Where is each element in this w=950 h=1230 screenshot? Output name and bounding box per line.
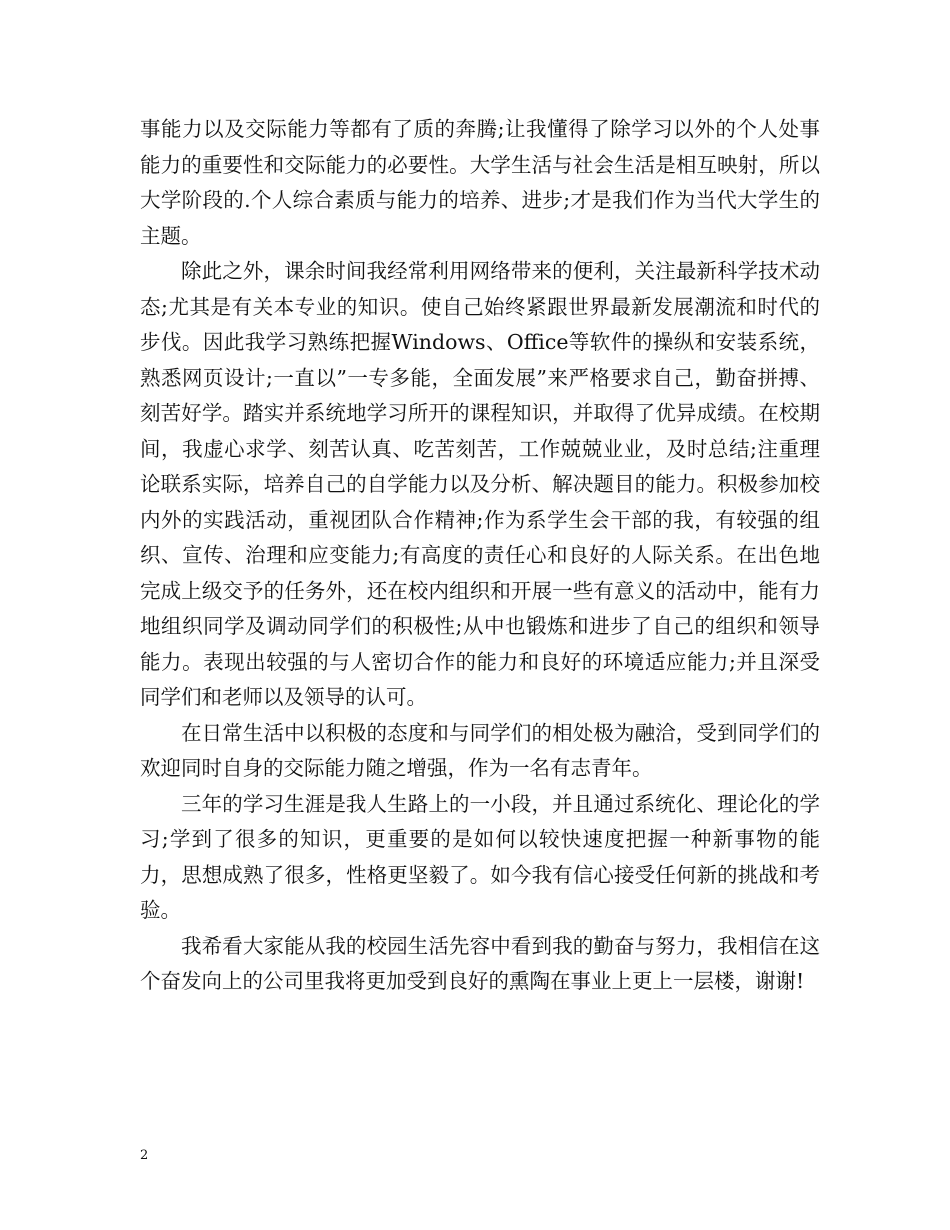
paragraph-4: 三年的学习生涯是我人生路上的一小段，并且通过系统化、理论化的学习;学到了很多的知识，更重要的是如何以较快速度把握一种新事物的能力，思想成熟了很多，性格更坚毅了。如今我有信心接受任何新的挑战和考验。 [140, 791, 820, 922]
paragraph-5: 我希看大家能从我的校园生活先容中看到我的勤奋与努力，我相信在这个奋发向上的公司里我将更加受到良好的熏陶在事业上更上一层楼，谢谢! [140, 933, 820, 993]
paragraph-1: 事能力以及交际能力等都有了质的奔腾;让我懂得了除学习以外的个人处事能力的重要性和交际能力的必要性。大学生活与社会生活是相互映射，所以大学阶段的.个人综合素质与能力的培养、进步;才是我们作为当代大学生的主题。 [140, 117, 820, 248]
paragraph-3: 在日常生活中以积极的态度和与同学们的相处极为融洽，受到同学们的欢迎同时自身的交际能力随之增强，作为一名有志青年。 [140, 720, 820, 780]
document-body [140, 112, 820, 1000]
paragraph-2: 除此之外，课余时间我经常利用网络带来的便利，关注最新科学技术动态;尤其是有关本专业的知识。使自己始终紧跟世界最新发展潮流和时代的步伐。因此我学习熟练把握Windows、Office等软件的操纵和安装系统，熟悉网页设计;一直以”一专多能，全面发展”来严格要求自己，勤奋拼搏、刻苦好学。踏实并系统地学习所开的课程知识，并取得了优异成绩。在校期间，我虚心求学、刻苦认真、吃苦刻苦，工作兢兢业业，及时总结;注重理论联系实际，培养自己的自学能力以及分析、解决题目的能力。积极参加校内外的实践活动，重视团队合作精神;作为系学生会干部的我，有较强的组织、宣传、治理和应变能力;有高度的责任心和良好的人际关系。在出色地完成上级交予的任务外，还在校内组织和开展一些有意义的活动中，能有力地组织同学及调动同学们的积极性;从中也锻炼和进步了自己的组织和领导能力。表现出较强的与人密切合作的能力和良好的环境适应能力;并且深受同学们和老师以及领导的认可。 [140, 259, 820, 709]
page-number: 2 [140, 1148, 149, 1163]
